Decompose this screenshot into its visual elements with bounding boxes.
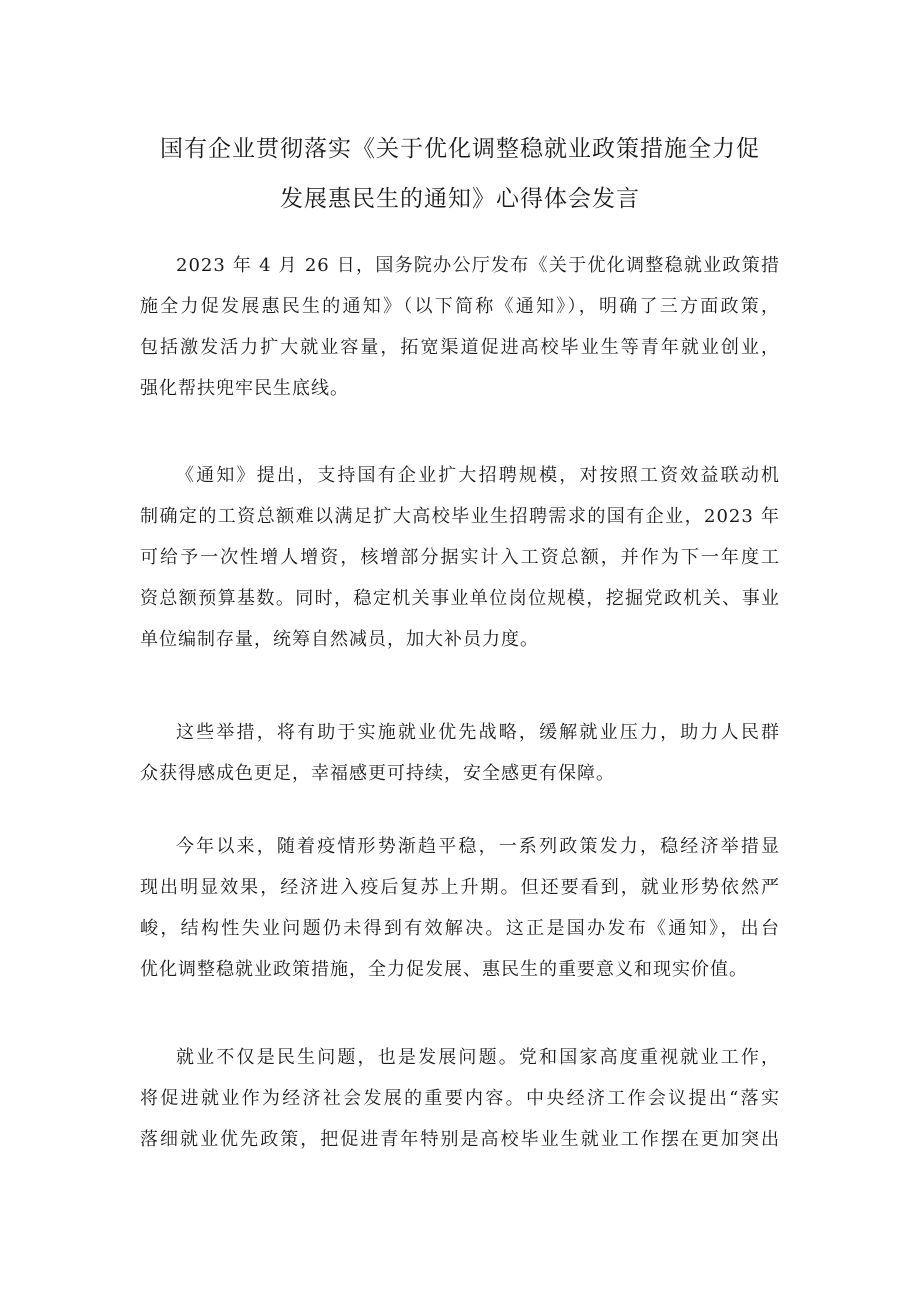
paragraph-3: [140, 712, 780, 794]
paragraph-line: 就业不仅是民生问题，也是发展问题。党和国家高度重视就业工作，: [176, 1047, 780, 1068]
paragraph-line: 施全力促发展惠民生的通知》（以下简称《通知》），明确了三方面政策，: [140, 296, 780, 317]
paragraph-line: 峻，结构性失业问题仍未得到有效解决。这正是国办发布《通知》，出台: [140, 918, 780, 939]
paragraph-line: 《通知》提出，支持国有企业扩大招聘规模，对按照工资效益联动机: [176, 465, 780, 486]
paragraph-5: [140, 1037, 780, 1160]
paragraph-line: 强化帮扶兜牢民生底线。: [140, 378, 349, 399]
paragraph-line: 可给予一次性增人增资，核增部分据实计入工资总额，并作为下一年度工: [140, 547, 780, 568]
paragraph-line: 单位编制存量，统筹自然减员，加大补员力度。: [140, 629, 539, 650]
paragraph-line: 2023 年 4 月 26 日，国务院办公厅发布《关于优化调整稳就业政策措: [176, 255, 780, 276]
paragraph-line: 优化调整稳就业政策措施，全力促发展、惠民生的重要意义和现实价值。: [140, 959, 748, 980]
paragraph-line: 今年以来，随着疫情形势渐趋平稳，一系列政策发力，稳经济举措显: [176, 836, 780, 857]
document-title-line-1: 国有企业贯彻落实《关于优化调整稳就业政策措施全力促: [160, 136, 760, 162]
paragraph-line: 包括激发活力扩大就业容量，拓宽渠道促进高校毕业生等青年就业创业，: [140, 337, 780, 358]
paragraph-line: 现出明显效果，经济进入疫后复苏上升期。但还要看到，就业形势依然严: [140, 877, 780, 898]
paragraph-2: [140, 455, 780, 660]
paragraph-line: 资总额预算基数。同时，稳定机关事业单位岗位规模，挖掘党政机关、事业: [140, 588, 780, 609]
paragraph-line: 制确定的工资总额难以满足扩大高校毕业生招聘需求的国有企业，2023 年: [140, 506, 780, 527]
paragraph-4: [140, 826, 780, 990]
paragraph-1: [140, 245, 780, 409]
paragraph-line: 这些举措，将有助于实施就业优先战略，缓解就业压力，助力人民群: [176, 722, 780, 743]
document-title-line-2: 发展惠民生的通知》心得体会发言: [280, 186, 640, 212]
paragraph-line: 众获得感成色更足，幸福感更可持续，安全感更有保障。: [140, 763, 615, 784]
paragraph-line: 落细就业优先政策，把促进青年特别是高校毕业生就业工作摆在更加突出: [140, 1129, 780, 1150]
paragraph-line: 将促进就业作为经济社会发展的重要内容。中央经济工作会议提出“落实: [140, 1088, 780, 1109]
